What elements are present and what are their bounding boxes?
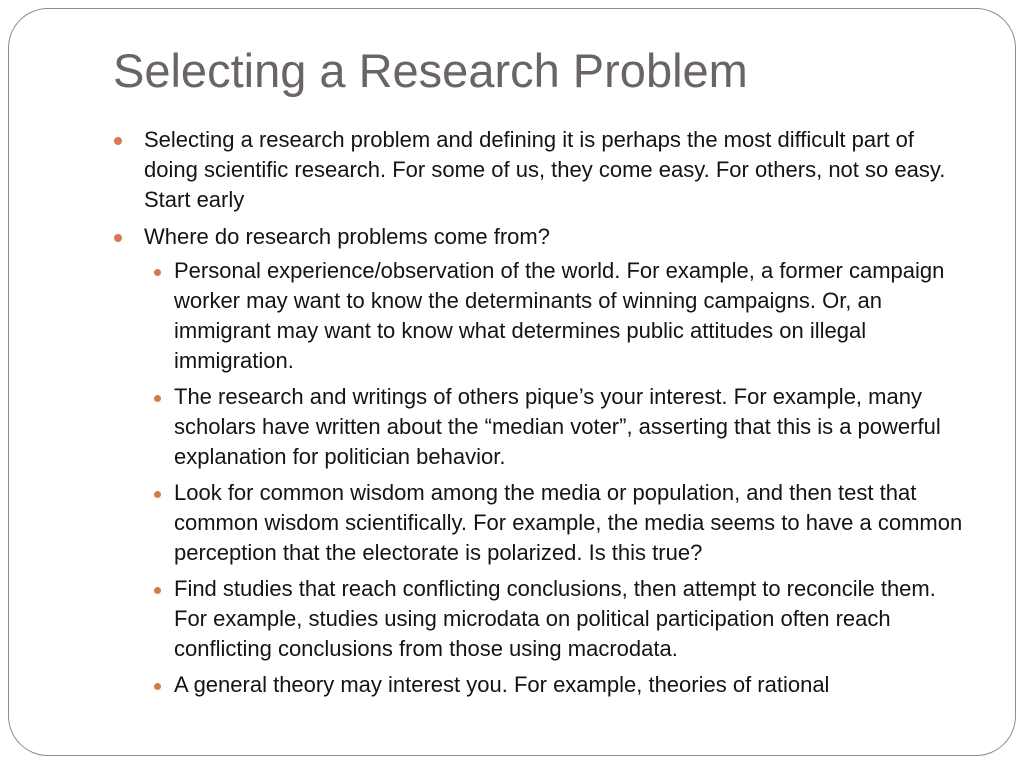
bullet-dot-icon bbox=[114, 137, 122, 145]
bullet-dot-icon bbox=[114, 234, 122, 242]
sub-bullet-item bbox=[144, 382, 973, 472]
sub-bullet-item bbox=[144, 256, 973, 376]
sub-bullet-item bbox=[144, 670, 973, 700]
sub-bullet-text: Personal experience/observation of the world. For example, a former campaign worker may want to know the determinants of winning campaigns. Or, an immigrant may want to know what determines public attitudes on illegal immigration. bbox=[174, 258, 945, 373]
bullet-item bbox=[113, 222, 973, 700]
sub-bullet-item bbox=[144, 478, 973, 568]
bullet-text: Where do research problems come from? bbox=[144, 224, 550, 249]
sub-bullet-dot-icon bbox=[154, 491, 161, 498]
sub-bullet-item bbox=[144, 574, 973, 664]
sub-bullet-list bbox=[113, 256, 973, 700]
sub-bullet-dot-icon bbox=[154, 395, 161, 402]
bullet-item bbox=[113, 125, 973, 215]
sub-bullet-dot-icon bbox=[154, 587, 161, 594]
sub-bullet-text: Find studies that reach conflicting conclusions, then attempt to reconcile them. For example, studies using microdata on political participation often reach conflicting conclusions from those using macrodata. bbox=[174, 576, 936, 661]
sub-bullet-text: The research and writings of others pique’s your interest. For example, many scholars have written about the “median voter”, asserting that this is a powerful explanation for politician behavior. bbox=[174, 384, 941, 469]
sub-bullet-text: Look for common wisdom among the media or population, and then test that common wisdom scientifically. For example, the media seems to have a common perception that the electorate is polarized. Is this true? bbox=[174, 480, 963, 565]
sub-bullet-dot-icon bbox=[154, 269, 161, 276]
bullet-text: Selecting a research problem and defining it is perhaps the most difficult part of doing scientific research. For some of us, they come easy. For others, not so easy. Start early bbox=[144, 127, 946, 212]
slide-title: Selecting a Research Problem bbox=[113, 44, 748, 97]
bullet-list bbox=[113, 125, 973, 700]
sub-bullet-text: A general theory may interest you. For example, theories of rational bbox=[174, 672, 830, 697]
sub-bullet-dot-icon bbox=[154, 683, 161, 690]
slide-content bbox=[113, 125, 973, 707]
